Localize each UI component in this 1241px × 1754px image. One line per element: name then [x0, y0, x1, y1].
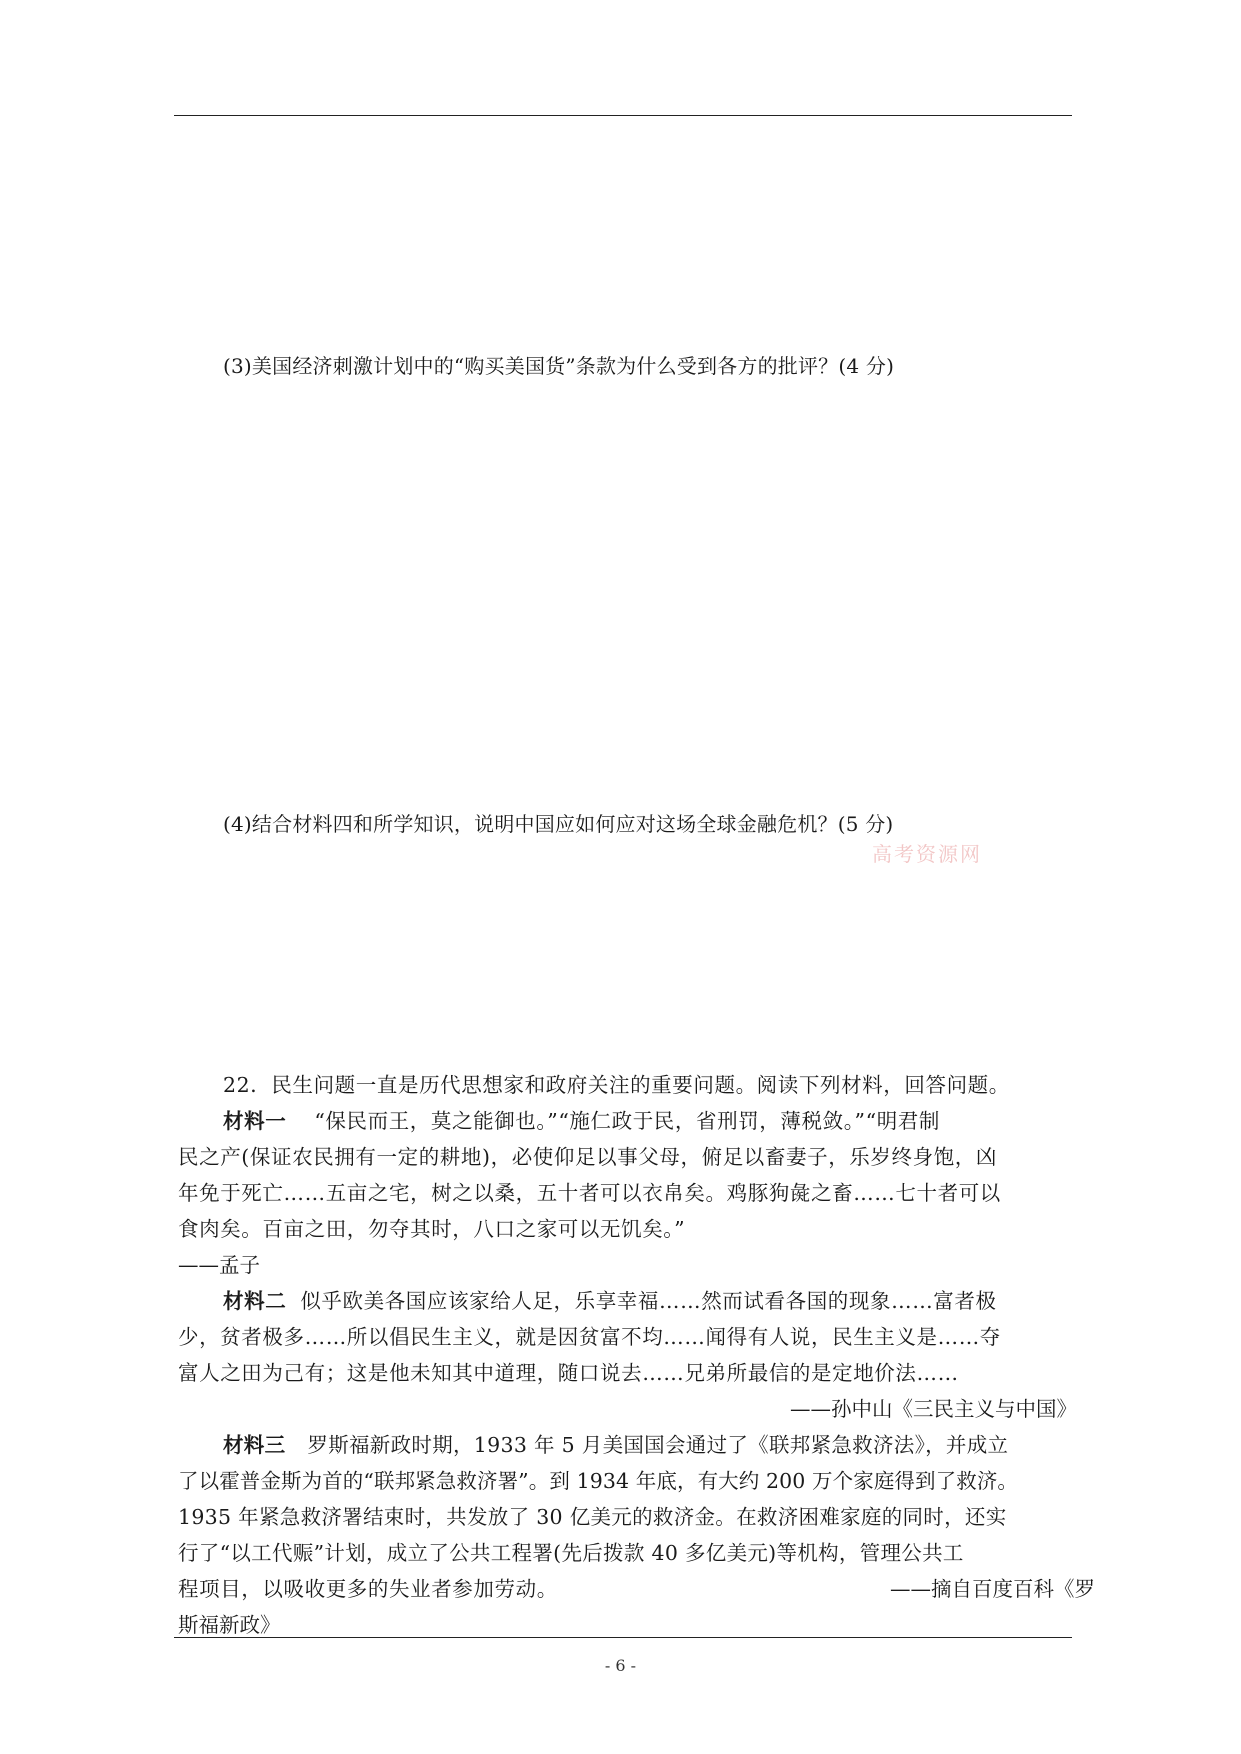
material-1-label: 材料一 [223, 1109, 287, 1133]
material-1-source: ——孟子 [178, 1253, 260, 1277]
material-3-label: 材料三 [223, 1433, 286, 1457]
material-3-line-2: 了以霍普金斯为首的“联邦紧急救济署”。到 1934 年底，有大约 200 万个家庭得到了救济。 [178, 1469, 1019, 1493]
material-3-source-b: 斯福新政》 [178, 1613, 281, 1637]
material-2-line-3: 富人之田为己有；这是他未知其中道理，随口说去……兄弟所最信的是定地价法…… [178, 1361, 959, 1385]
material-2-line-1 [223, 1284, 997, 1314]
question-3: (3)美国经济刺激计划中的“购买美国货”条款为什么受到各方的批评？(4 分) [223, 354, 895, 378]
footer-rule [174, 1637, 1072, 1638]
material-1-line-1 [223, 1104, 940, 1134]
question-4: (4)结合材料四和所学知识，说明中国应如何应对这场全球金融危机？(5 分) [223, 812, 894, 836]
material-1-text-1: “保民而王，莫之能御也。”“施仁政于民，省刑罚，薄税敛。”“明君制 [314, 1109, 941, 1133]
material-2-line-2: 少，贫者极多……所以倡民生主义，就是因贫富不均……闻得有人说，民生主义是……夺 [178, 1325, 1001, 1349]
material-3-line-5: 程项目，以吸收更多的失业者参加劳动。 [178, 1577, 558, 1601]
material-3-line-3: 1935 年紧急救济署结束时，共发放了 30 亿美元的救济金。在救济困难家庭的同时，还实 [178, 1505, 1007, 1529]
header-rule [174, 115, 1072, 116]
material-1-line-4: 食肉矣。百亩之田，勿夺其时，八口之家可以无饥矣。” [178, 1217, 686, 1241]
material-3-source-a: ——摘自百度百科《罗 [890, 1577, 1095, 1601]
watermark-stamp: 高考资源网 [872, 842, 982, 866]
material-3-text-1: 罗斯福新政时期，1933 年 5 月美国国会通过了《联邦紧急救济法》，并成立 [307, 1433, 1009, 1457]
material-2-source: ——孙中山《三民主义与中国》 [790, 1397, 1077, 1421]
material-2-text-1: 似乎欧美各国应该家给人足，乐享幸福……然而试看各国的现象……富者极 [300, 1289, 997, 1313]
material-1-line-2: 民之产(保证农民拥有一定的耕地)，必使仰足以事父母，俯足以畜妻子，乐岁终身饱，凶 [178, 1145, 997, 1169]
material-2-label: 材料二 [223, 1289, 287, 1313]
material-3-line-1 [223, 1428, 1008, 1458]
question-22-intro: 22．民生问题一直是历代思想家和政府关注的重要问题。阅读下列材料，回答问题。 [223, 1073, 1010, 1097]
material-3-line-4: 行了“以工代赈”计划，成立了公共工程署(先后拨款 40 多亿美元)等机构，管理公共工 [178, 1541, 964, 1565]
material-1-line-3: 年免于死亡……五亩之宅，树之以桑，五十者可以衣帛矣。鸡豚狗彘之畜……七十者可以 [178, 1181, 1001, 1205]
page-number: - 6 - [604, 1656, 637, 1675]
